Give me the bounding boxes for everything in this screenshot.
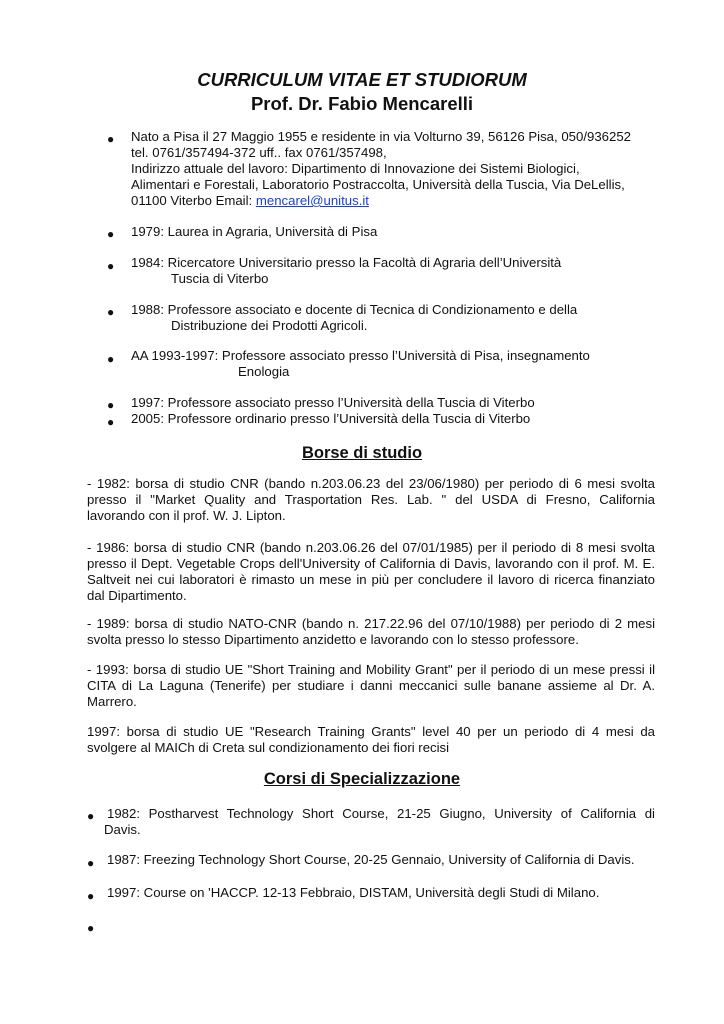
email-label: 01100 Viterbo Email:: [131, 193, 256, 208]
corsi-text: Davis.: [104, 822, 141, 837]
career-text: 1984: Ricercatore Universitario presso la Facoltà di Agraria dell’Università: [131, 255, 562, 270]
paragraph-line: - 1989: borsa di studio NATO-CNR (bando n. 217.22.96 del 07/10/1988) per periodo di 2 mesi: [87, 616, 655, 631]
borse-paragraph: [87, 476, 655, 524]
career-item: [131, 348, 656, 380]
paragraph-line: - 1982: borsa di studio CNR (bando n.203.06.23 del 23/06/1980) per periodo di 6 mesi svolta: [87, 476, 655, 491]
career-text: Tuscia di Viterbo: [171, 271, 269, 286]
paragraph-line: presso il "Market Quality and Trasportation Res. Lab. " del USDA di Fresno, California: [87, 492, 655, 507]
borse-paragraph: [87, 540, 655, 604]
bio-line: Alimentari e Forestali, Laboratorio Postraccolta, Università della Tuscia, Via DeLellis,: [131, 177, 625, 192]
bullet-icon: ●: [87, 889, 95, 903]
email-link[interactable]: mencarel@unitus.it: [255, 193, 369, 208]
paragraph-line: svolta presso lo stesso Dipartimento anzidetto e lavorando con lo stesso professore.: [87, 632, 579, 647]
paragraph-line: CITA di La Laguna (Tenerife) per studiare i danni meccanici sulle banane assieme al Dr. A.: [87, 678, 655, 693]
corsi-text: 1982: Postharvest Technology Short Course, 21-25 Giugno, University of California di: [107, 806, 655, 821]
bullet-icon: ●: [107, 132, 115, 146]
section-heading-borse: Borse di studio: [301, 444, 423, 462]
bio-line: [131, 193, 656, 209]
bullet-icon: ●: [107, 415, 115, 429]
bio-line: Nato a Pisa il 27 Maggio 1955 e residente in via Volturno 39, 56126 Pisa, 050/936252: [131, 129, 632, 144]
borse-paragraph: [87, 724, 655, 756]
bio-line: tel. 0761/357494-372 uff.. fax 0761/357498,: [131, 145, 387, 160]
borse-paragraph: [87, 616, 655, 648]
career-item: [131, 224, 656, 240]
career-text: 1997: Professore associato presso l’Università della Tuscia di Viterbo: [131, 395, 535, 410]
career-item: [131, 255, 656, 287]
paragraph-line: lavorando con il prof. W. J. Lipton.: [87, 508, 286, 523]
paragraph-line: Saltveit nei cui laboratori è rimasto un mese in più per concludere il lavoro di ricerca finanziato: [87, 572, 655, 587]
bullet-icon: ●: [87, 856, 95, 870]
career-item: [131, 411, 656, 427]
section-heading-corsi: Corsi di Specializzazione: [263, 770, 461, 788]
borse-paragraph: [87, 662, 655, 710]
paragraph-line: - 1993: borsa di studio UE "Short Training and Mobility Grant" per il periodo di un mese pressi il: [87, 662, 655, 677]
corsi-text: 1987: Freezing Technology Short Course, 20-25 Gennaio, University of California di Davis.: [107, 852, 635, 867]
bullet-icon: ●: [107, 227, 115, 241]
author-name: Prof. Dr. Fabio Mencarelli: [250, 93, 474, 114]
paragraph-line: svolgere al MAICh di Creta sul condizionamento dei fiori recisi: [87, 740, 450, 755]
bio-line: Indirizzo attuale del lavoro: Dipartimento di Innovazione dei Sistemi Biologici,: [131, 161, 580, 176]
career-text: 2005: Professore ordinario presso l’Università della Tuscia di Viterbo: [131, 411, 531, 426]
bullet-icon: ●: [107, 259, 115, 273]
bullet-icon: ●: [107, 352, 115, 366]
bio-block: [131, 129, 656, 209]
career-item: [131, 395, 656, 411]
corsi-item: [104, 806, 655, 838]
paragraph-line: dal Dipartimento.: [87, 588, 187, 603]
corsi-item: [107, 885, 655, 901]
career-text: Enologia: [238, 364, 290, 379]
paragraph-line: - 1986: borsa di studio CNR (bando n.203.06.26 del 07/01/1985) per il periodo di 8 mesi svolta: [87, 540, 655, 555]
bullet-icon: ●: [87, 809, 95, 823]
corsi-text: 1997: Course on 'HACCP. 12-13 Febbraio, DISTAM, Università degli Studi di Milano.: [107, 885, 600, 900]
bullet-icon: ●: [107, 305, 115, 319]
document-title: CURRICULUM VITAE ET STUDIORUM: [197, 69, 527, 90]
career-item: [131, 302, 656, 334]
career-text: 1979: Laurea in Agraria, Università di Pisa: [131, 224, 378, 239]
bullet-icon: ●: [107, 398, 115, 412]
bullet-icon: ●: [87, 921, 95, 935]
paragraph-line: 1997: borsa di studio UE "Research Training Grants" level 40 per un periodo di 4 mesi da: [87, 724, 655, 739]
paragraph-line: Marrero.: [87, 694, 137, 709]
paragraph-line: presso il Dept. Vegetable Crops dell'University of California di Davis, lavorando con il prof. M. E.: [87, 556, 655, 571]
career-text: 1988: Professore associato e docente di Tecnica di Condizionamento e della: [131, 302, 578, 317]
career-text: AA 1993-1997: Professore associato presso l’Università di Pisa, insegnamento: [131, 348, 590, 363]
corsi-item: [107, 852, 655, 868]
career-text: Distribuzione dei Prodotti Agricoli.: [171, 318, 368, 333]
